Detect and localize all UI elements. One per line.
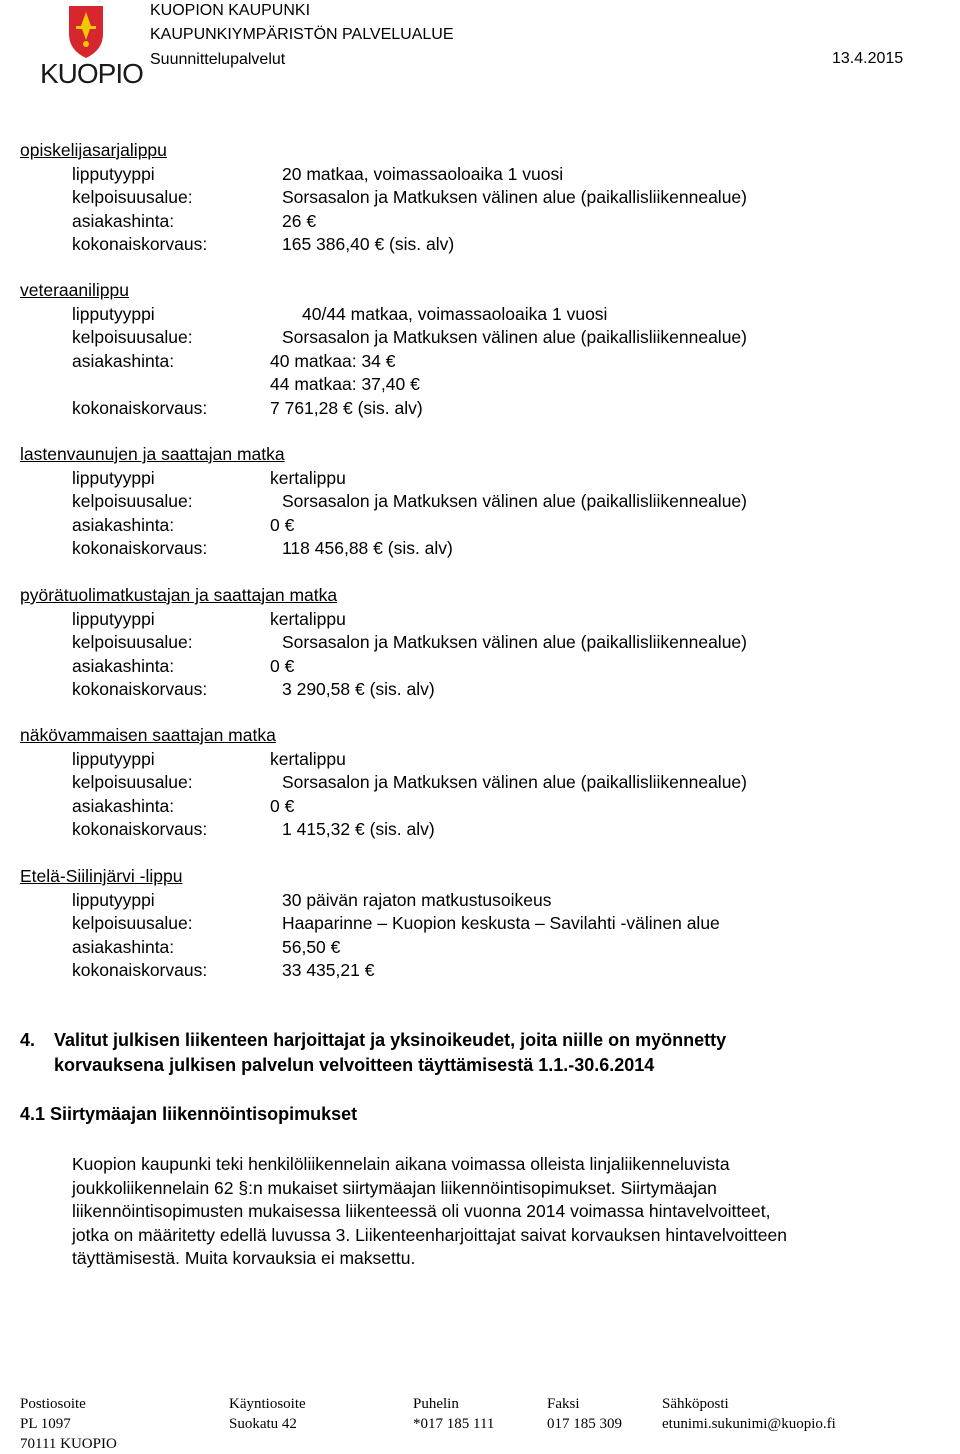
ticket-row: asiakashinta: 26 € [72, 210, 317, 231]
footer-heading: Puhelin [413, 1396, 459, 1412]
section-4-number: 4. [20, 1030, 36, 1050]
section-4-1-heading: 4.1 Siirtymäajan liikennöintisopimukset [20, 1104, 358, 1124]
ticket-title: näkövammaisen saattajan matka [20, 725, 276, 745]
ticket-row: asiakashinta: 0 € [72, 655, 295, 676]
footer-value: 70111 KUOPIO [20, 1436, 117, 1452]
paragraph-line: täyttämisestä. Muita korvauksia ei maksettu. [72, 1248, 416, 1268]
ticket-row: lipputyyppi 20 matkaa, voimassaoloaika 1 vuosi [72, 163, 564, 184]
ticket-row: kokonaiskorvaus: 33 435,21 € [72, 960, 375, 980]
ticket-row: kelpoisuusalue: Sorsasalon ja Matkuksen välinen alue (paikallisliikennealue) [72, 632, 747, 652]
ticket-row: lipputyyppi kertalippu [72, 608, 346, 629]
ticket-row: kokonaiskorvaus: 7 761,28 € (sis. alv) [72, 397, 423, 418]
ticket-title: Etelä-Siilinjärvi -lippu [20, 866, 183, 886]
section-4-line-2: korvauksena julkisen palvelun velvoitteen täyttämisestä 1.1.-30.6.2014 [54, 1055, 655, 1075]
paragraph-line: joukkoliikennelain 62 §:n mukaiset siirtymäajan liikennöintisopimukset. Siirtymäajan [72, 1177, 717, 1198]
ticket-section [20, 865, 720, 983]
ticket-row: kokonaiskorvaus: 165 386,40 € (sis. alv) [72, 234, 455, 254]
ticket-title: pyörätuolimatkustajan ja saattajan matka [20, 585, 338, 605]
footer-value[interactable]: etunimi.sukunimi@kuopio.fi [662, 1416, 836, 1432]
paragraph-line: Kuopion kaupunki teki henkilöliikennelain aikana voimassa olleista linjaliikenneluvista [72, 1154, 730, 1174]
ticket-section [20, 584, 747, 702]
ticket-row: kelpoisuusalue: Haaparinne – Kuopion keskusta – Savilahti -välinen alue [72, 913, 720, 933]
ticket-row: kokonaiskorvaus: 1 415,32 € (sis. alv) [72, 819, 435, 839]
footer-postal-address [20, 1394, 117, 1454]
ticket-row: 44 matkaa: 37,40 € [270, 374, 420, 394]
ticket-row: kelpoisuusalue: Sorsasalon ja Matkuksen välinen alue (paikallisliikennealue) [72, 491, 747, 511]
footer-heading: Faksi [547, 1396, 580, 1412]
ticket-title: opiskelijasarjalippu [20, 140, 167, 160]
paragraph-line: jotka on määritetty edellä luvussa 3. Liikenteenharjoittajat saivat korvauksen hintavelvoitteen [72, 1224, 787, 1245]
footer-value: 017 185 309 [547, 1416, 622, 1432]
footer-heading: Postiosoite [20, 1396, 86, 1412]
footer-heading: Käyntiosoite [229, 1396, 306, 1412]
ticket-section [20, 724, 747, 842]
logo-wordmark: KUOPIO [40, 58, 143, 89]
ticket-title: veteraanilippu [20, 280, 129, 300]
ticket-row: kelpoisuusalue: Sorsasalon ja Matkuksen välinen alue (paikallisliikennealue) [72, 187, 747, 207]
ticket-row: kokonaiskorvaus: 118 456,88 € (sis. alv) [72, 538, 453, 558]
paragraph-line: liikennöintisopimusten mukaisessa liikenteessä oli vuonna 2014 voimassa hintavelvoitteet, [72, 1201, 771, 1221]
footer-heading: Sähköposti [662, 1396, 729, 1412]
ticket-section [20, 139, 747, 257]
footer-value: PL 1097 [20, 1416, 71, 1432]
footer-visiting-address [229, 1394, 306, 1434]
ticket-row: lipputyyppi kertalippu [72, 467, 346, 488]
ticket-row: asiakashinta: 40 matkaa: 34 € [72, 350, 396, 371]
footer-phone [413, 1394, 494, 1434]
ticket-section [20, 279, 747, 420]
section-4-line-1: Valitut julkisen liikenteen harjoittajat ja yksinoikeudet, joita niille on myönnetty [54, 1030, 727, 1050]
ticket-row: kokonaiskorvaus: 3 290,58 € (sis. alv) [72, 679, 435, 699]
section-4-1-paragraph [72, 1153, 932, 1271]
ticket-row: asiakashinta: 0 € [72, 795, 295, 816]
header-unit: Suunnittelupalvelut [150, 51, 286, 68]
footer-fax [547, 1394, 622, 1434]
header-department: KAUPUNKIYMPÄRISTÖN PALVELUALUE [150, 26, 454, 43]
ticket-row: kelpoisuusalue: Sorsasalon ja Matkuksen välinen alue (paikallisliikennealue) [72, 772, 747, 792]
header-date: 13.4.2015 [832, 50, 904, 67]
footer-value: Suokatu 42 [229, 1416, 297, 1432]
ticket-row: lipputyyppi 40/44 matkaa, voimassaoloaika 1 vuosi [72, 303, 608, 324]
ticket-section [20, 443, 747, 561]
ticket-row: kelpoisuusalue: Sorsasalon ja Matkuksen välinen alue (paikallisliikennealue) [72, 327, 747, 347]
footer-email [662, 1394, 836, 1434]
ticket-row: lipputyyppi kertalippu [72, 748, 346, 769]
ticket-row: asiakashinta: 0 € [72, 514, 295, 535]
ticket-row: asiakashinta: 56,50 € [72, 936, 341, 957]
ticket-title: lastenvaunujen ja saattajan matka [20, 444, 285, 464]
header-city: KUOPION KAUPUNKI [150, 2, 311, 19]
footer-value: *017 185 111 [413, 1416, 495, 1432]
ticket-row: lipputyyppi 30 päivän rajaton matkustusoikeus [72, 889, 552, 910]
